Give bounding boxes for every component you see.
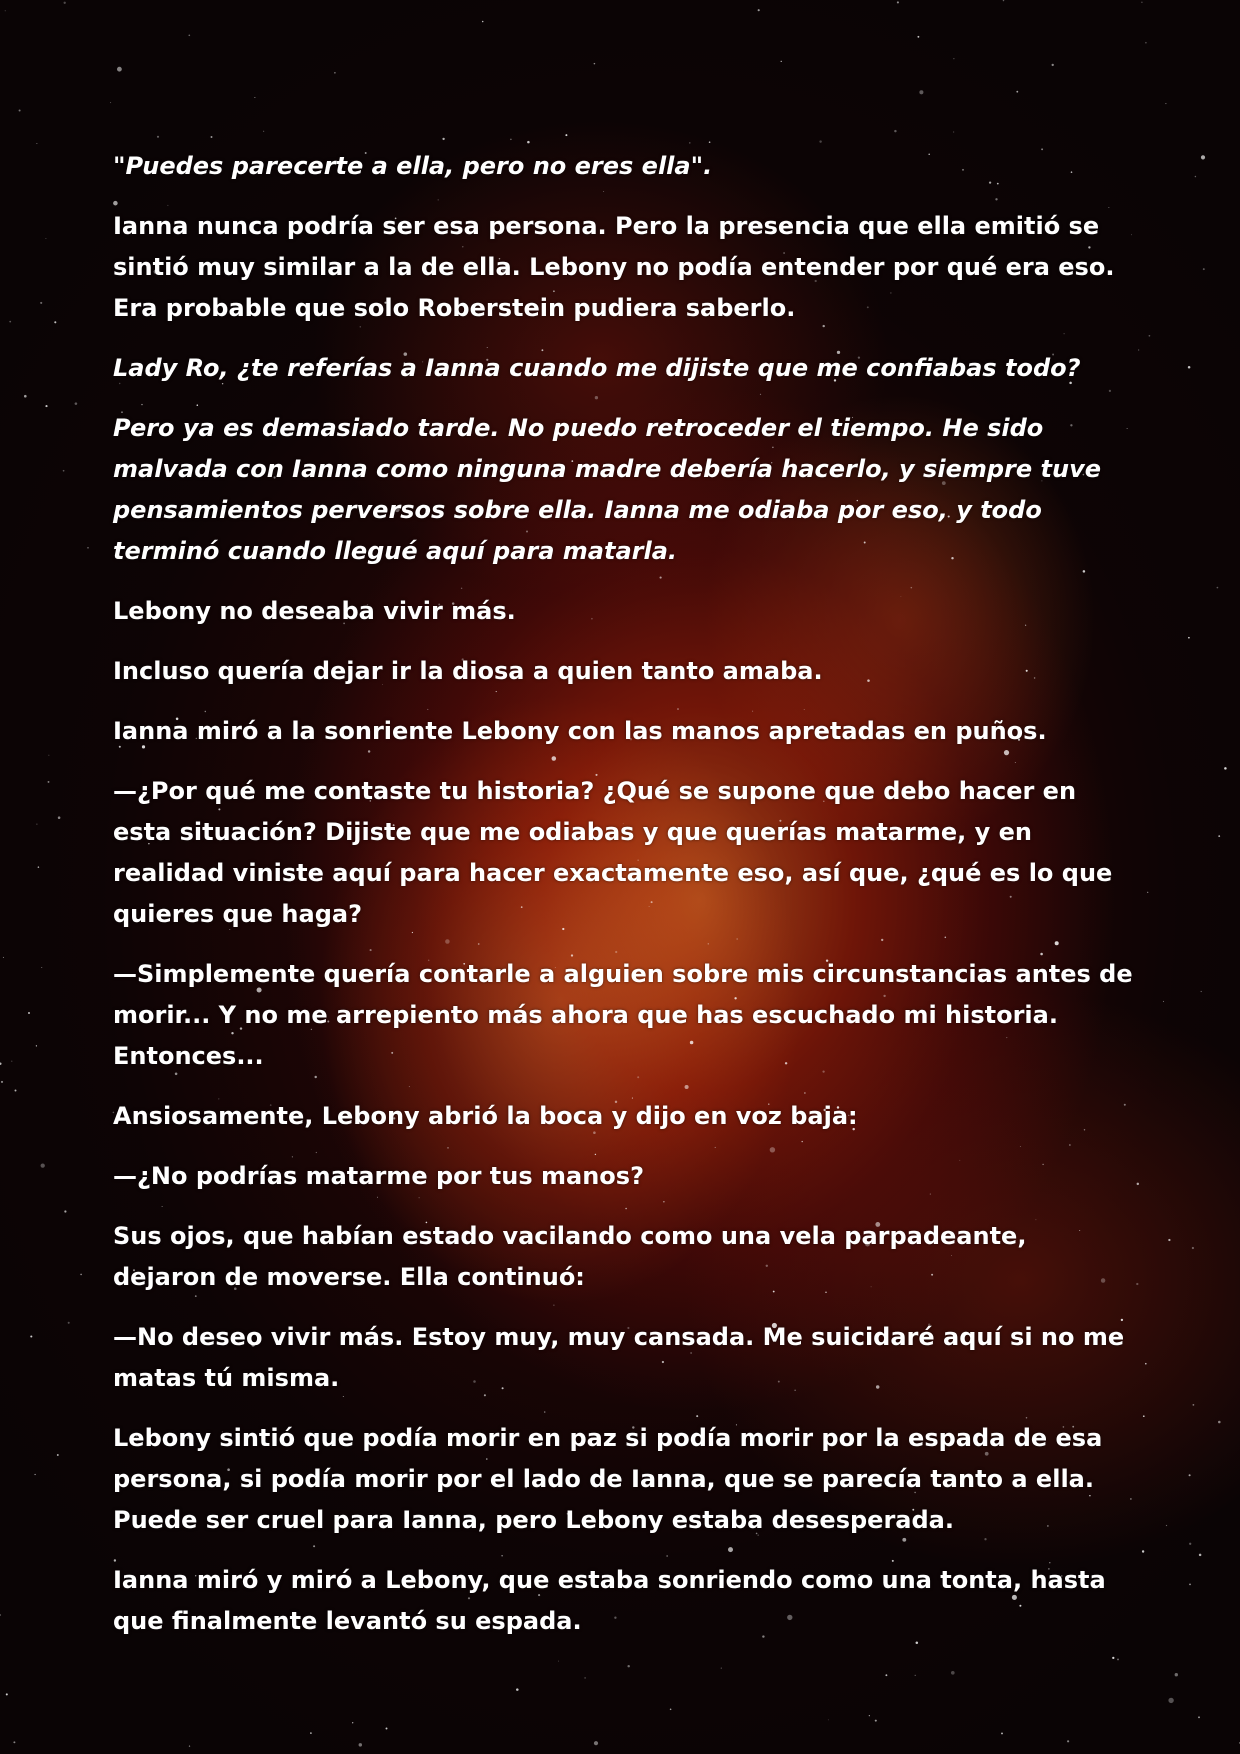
star: [897, 1, 899, 3]
star: [1175, 1673, 1178, 1676]
star: [1137, 1183, 1139, 1185]
star: [334, 72, 336, 74]
star: [38, 866, 40, 868]
star: [34, 1474, 35, 1475]
star: [1224, 767, 1227, 770]
paragraph-15: Ianna miró y miró a Lebony, que estaba sonriendo como una tonta, hasta que finalmente levantó su espada.: [113, 1566, 1106, 1635]
star: [482, 21, 484, 23]
star: [45, 405, 47, 407]
star: [254, 97, 255, 98]
star: [1145, 1363, 1147, 1365]
star: [584, 1677, 586, 1679]
star: [527, 141, 530, 144]
star: [1218, 835, 1220, 837]
star: [58, 816, 61, 819]
star: [627, 1665, 629, 1667]
star: [1001, 1732, 1003, 1734]
paragraph-3: Lady Ro, ¿te referías a Ianna cuando me dijiste que me confiabas todo?: [113, 354, 1081, 382]
star: [919, 90, 923, 94]
paragraph-1: "Puedes parecerte a ella, pero no eres ella".: [113, 152, 713, 180]
star: [41, 1163, 45, 1167]
star: [13, 1741, 15, 1743]
star: [19, 109, 21, 111]
star: [1142, 1550, 1144, 1552]
star: [1217, 587, 1219, 589]
star: [917, 36, 919, 38]
star: [1147, 892, 1148, 893]
star: [1168, 1239, 1170, 1241]
paragraph-7: Ianna miró a la sonriente Lebony con las manos apretadas en puños.: [113, 717, 1047, 745]
star: [11, 1061, 12, 1062]
paragraph-4: Pero ya es demasiado tarde. No puedo retroceder el tiempo. He sido malvada con Ianna como ninguna madre debería hacerlo, y siempre tuve pensamientos perversos sobre ella. Ianna me odiaba por eso, y todo terminó cuando llegué aquí para matarla.: [113, 414, 1101, 565]
star: [1188, 366, 1191, 369]
star: [1198, 1716, 1200, 1718]
star: [953, 131, 954, 132]
star: [1168, 1698, 1173, 1703]
star: [6, 1693, 8, 1695]
star: [386, 1728, 388, 1730]
star: [1201, 991, 1202, 992]
star: [709, 141, 711, 143]
star: [1201, 155, 1205, 159]
paragraph-11: —¿No podrías matarme por tus manos?: [113, 1162, 644, 1190]
star: [1188, 637, 1190, 639]
star: [211, 136, 213, 138]
star: [64, 1210, 66, 1212]
star: [670, 1709, 672, 1711]
star: [758, 9, 760, 11]
star: [188, 34, 190, 36]
star: [1141, 2, 1143, 4]
paragraph-9: —Simplemente quería contarle a alguien sobre mis circunstancias antes de morir... Y no me arrepiento más ahora que has escuchado mi historia. Entonces...: [113, 960, 1133, 1070]
star: [1199, 1554, 1202, 1557]
star: [68, 1322, 70, 1324]
star: [36, 824, 37, 825]
star: [24, 395, 27, 398]
star: [110, 102, 111, 103]
star: [0, 1614, 1, 1615]
star: [189, 1745, 190, 1746]
star: [828, 1719, 829, 1720]
paragraph-6: Incluso quería dejar ir la diosa a quien tanto amaba.: [113, 657, 823, 685]
star: [57, 1454, 59, 1456]
star: [36, 1045, 37, 1046]
paragraph-2: Ianna nunca podría ser esa persona. Pero la presencia que ella emitió se sintió muy similar a la de ella. Lebony no podía entender por qué era eso. Era probable que solo Roberstein pudiera saberlo.: [113, 212, 1115, 322]
star: [594, 63, 596, 65]
star: [48, 781, 50, 783]
star: [1145, 42, 1147, 44]
star: [1165, 103, 1166, 104]
star: [1203, 268, 1205, 270]
star: [5, 10, 6, 11]
star: [516, 1688, 519, 1691]
page-text: [113, 146, 1133, 1661]
star: [915, 1675, 916, 1676]
star: [49, 755, 50, 756]
star: [40, 302, 42, 304]
star: [87, 547, 89, 549]
star: [1016, 91, 1018, 93]
star: [1192, 1247, 1194, 1249]
star: [1138, 349, 1139, 350]
star: [3, 957, 4, 958]
star: [885, 1674, 887, 1676]
star: [953, 58, 954, 59]
star: [1189, 1543, 1191, 1545]
star: [1163, 1001, 1164, 1002]
star: [1166, 1525, 1167, 1526]
star: [781, 61, 782, 62]
star: [894, 130, 896, 132]
paragraph-5: Lebony no deseaba vivir más.: [113, 597, 516, 625]
star: [263, 131, 264, 132]
star: [951, 1671, 955, 1675]
paragraph-8: —¿Por qué me contaste tu historia? ¿Qué se supone que debo hacer en esta situación? Dijiste que me odiabas y que querías matarme, y en realidad viniste aquí para hacer exactamente eso, así que, ¿qué es lo que quieres que haga?: [113, 777, 1113, 928]
star: [721, 1668, 722, 1669]
star: [157, 136, 159, 138]
star: [0, 1062, 2, 1064]
paragraph-13: —No deseo vivir más. Estoy muy, muy cansada. Me suicidaré aquí si no me matas tú misma.: [113, 1323, 1125, 1392]
star: [28, 1012, 30, 1014]
star: [41, 967, 42, 968]
star: [63, 470, 65, 472]
star: [36, 143, 37, 144]
star: [689, 142, 690, 143]
star: [1189, 1584, 1191, 1586]
star: [1218, 1421, 1221, 1424]
star: [1136, 1283, 1138, 1285]
star: [442, 138, 444, 140]
star: [75, 402, 78, 405]
star: [565, 134, 567, 136]
star: [875, 1720, 877, 1722]
star: [1052, 64, 1054, 66]
star: [310, 1732, 312, 1734]
star: [1195, 176, 1197, 178]
paragraph-12: Sus ojos, que habían estado vacilando como una vela parpadeante, dejaron de moverse. Ella continuó:: [113, 1222, 1027, 1291]
star: [359, 1743, 362, 1746]
star: [9, 321, 11, 323]
star: [15, 1090, 17, 1092]
star: [1, 1081, 3, 1083]
star: [1003, 0, 1005, 1]
paragraph-14: Lebony sintió que podía morir en paz si podía morir por la espada de esa persona, si podía morir por el lado de Ianna, que se parecía tanto a ella. Puede ser cruel para Ianna, pero Lebony estaba desesperada.: [113, 1424, 1103, 1534]
star: [594, 1741, 598, 1745]
star: [117, 67, 122, 72]
star: [869, 1715, 870, 1716]
star: [510, 139, 511, 140]
star: [1192, 1404, 1194, 1406]
star: [54, 321, 56, 323]
star: [1189, 1474, 1191, 1476]
star: [30, 1335, 32, 1337]
star: [1149, 335, 1151, 337]
star: [819, 140, 821, 142]
star: [1143, 1415, 1145, 1417]
star: [352, 1722, 353, 1723]
star: [80, 1274, 82, 1276]
star: [64, 2, 66, 4]
star: [1067, 1740, 1069, 1742]
star: [45, 238, 46, 239]
paragraph-10: Ansiosamente, Lebony abrió la boca y dijo en voz baja:: [113, 1102, 858, 1130]
